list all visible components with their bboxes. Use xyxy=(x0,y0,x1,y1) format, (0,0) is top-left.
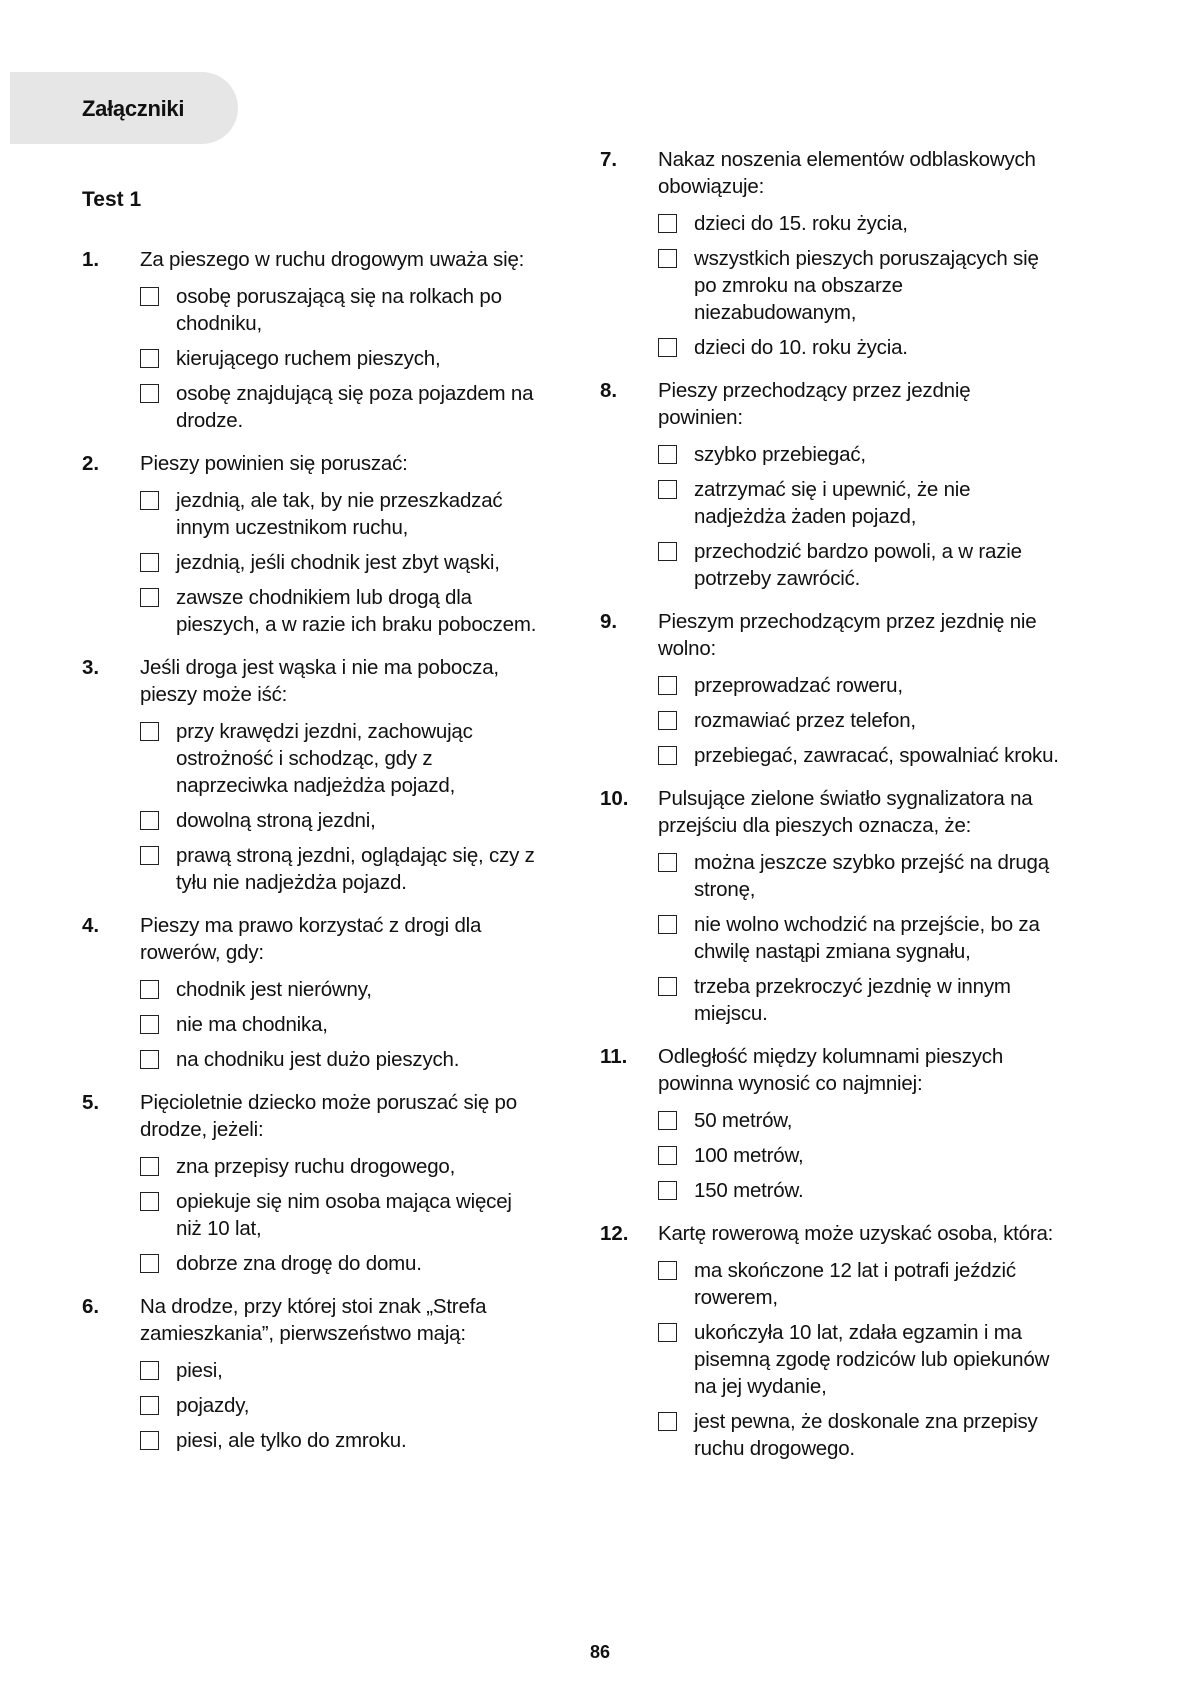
answer-option-label: szybko przebiegać, xyxy=(694,443,866,466)
answer-option xyxy=(140,1392,542,1419)
question-number: 2. xyxy=(82,452,100,475)
answer-option-label: 50 metrów, xyxy=(694,1109,793,1132)
question-text: Pieszym przechodzącym przez jezdnię nie wolno: xyxy=(658,610,1037,660)
question xyxy=(82,1089,542,1277)
answer-option xyxy=(140,807,542,834)
answer-checkbox[interactable] xyxy=(140,384,159,403)
answer-option-label: można jeszcze szybko przejść na drugą stronę, xyxy=(694,851,1049,901)
answer-option-label: dzieci do 10. roku życia. xyxy=(694,336,908,359)
answer-options xyxy=(140,1357,542,1454)
answer-option-label: przebiegać, zawracać, spowalniać kroku. xyxy=(694,744,1059,767)
answer-checkbox[interactable] xyxy=(658,445,677,464)
question xyxy=(600,377,1060,592)
question-number: 8. xyxy=(600,379,618,402)
answer-checkbox[interactable] xyxy=(658,214,677,233)
question-text: Pieszy powinien się poruszać: xyxy=(140,452,408,475)
answer-checkbox[interactable] xyxy=(658,977,677,996)
answer-option xyxy=(658,707,1060,734)
question xyxy=(600,785,1060,1027)
answer-checkbox[interactable] xyxy=(658,853,677,872)
question xyxy=(82,912,542,1073)
answer-options xyxy=(140,976,542,1073)
answer-checkbox[interactable] xyxy=(658,676,677,695)
answer-option-label: nie wolno wchodzić na przejście, bo za chwilę nastąpi zmiana sygnału, xyxy=(694,913,1040,963)
answer-options xyxy=(140,283,542,434)
answer-option-label: przy krawędzi jezdni, zachowując ostrożność i schodząc, gdy z naprzeciwka nadjeżdża pojazd, xyxy=(176,720,473,797)
question-text: Jeśli droga jest wąska i nie ma pobocza, pieszy może iść: xyxy=(140,656,499,706)
answer-options xyxy=(658,849,1060,1027)
answer-option-label: 150 metrów. xyxy=(694,1179,804,1202)
answer-option xyxy=(658,672,1060,699)
question xyxy=(82,246,542,434)
answer-checkbox[interactable] xyxy=(658,1323,677,1342)
question-number: 12. xyxy=(600,1222,629,1245)
answer-checkbox[interactable] xyxy=(658,542,677,561)
answer-option xyxy=(658,1408,1060,1462)
answer-option xyxy=(658,1257,1060,1311)
answer-option-label: przechodzić bardzo powoli, a w razie potrzeby zawrócić. xyxy=(694,540,1022,590)
answer-options xyxy=(140,487,542,638)
answer-checkbox[interactable] xyxy=(658,746,677,765)
question xyxy=(600,608,1060,769)
answer-option-label: nie ma chodnika, xyxy=(176,1013,328,1036)
answer-checkbox[interactable] xyxy=(658,338,677,357)
answer-option-label: opiekuje się nim osoba mająca więcej niż 10 lat, xyxy=(176,1190,512,1240)
question xyxy=(600,146,1060,361)
question-number: 11. xyxy=(600,1045,628,1068)
answer-option xyxy=(658,911,1060,965)
answer-checkbox[interactable] xyxy=(140,349,159,368)
section-tab-label: Załączniki xyxy=(82,96,185,121)
answer-option-label: jest pewna, że doskonale zna przepisy ruchu drogowego. xyxy=(694,1410,1038,1460)
answer-option xyxy=(140,380,542,434)
answer-option xyxy=(140,487,542,541)
answer-option xyxy=(140,1153,542,1180)
question-text: Odległość między kolumnami pieszych powinna wynosić co najmniej: xyxy=(658,1045,1004,1095)
question-number: 3. xyxy=(82,656,100,679)
answer-options xyxy=(658,441,1060,592)
answer-option-label: na chodniku jest dużo pieszych. xyxy=(176,1048,460,1071)
answer-option xyxy=(140,1357,542,1384)
answer-options xyxy=(658,672,1060,769)
question-number: 9. xyxy=(600,610,618,633)
answer-option xyxy=(658,1107,1060,1134)
question xyxy=(600,1043,1060,1204)
answer-option xyxy=(658,973,1060,1027)
answer-checkbox[interactable] xyxy=(140,1192,159,1211)
answer-checkbox[interactable] xyxy=(658,915,677,934)
answer-checkbox[interactable] xyxy=(140,846,159,865)
answer-option xyxy=(140,1011,542,1038)
answer-option-label: chodnik jest nierówny, xyxy=(176,978,372,1001)
question-text: Kartę rowerową może uzyskać osoba, która: xyxy=(658,1222,1054,1245)
answer-option xyxy=(140,842,542,896)
question-text: Nakaz noszenia elementów odblaskowych obowiązuje: xyxy=(658,148,1036,198)
answer-checkbox[interactable] xyxy=(140,491,159,510)
answer-checkbox[interactable] xyxy=(658,1111,677,1130)
answer-option xyxy=(658,1142,1060,1169)
answer-option-label: osobę znajdującą się poza pojazdem na drodze. xyxy=(176,382,534,432)
answer-option-label: dzieci do 15. roku życia, xyxy=(694,212,908,235)
question-number: 10. xyxy=(600,787,629,810)
answer-checkbox[interactable] xyxy=(140,1157,159,1176)
answer-option xyxy=(658,334,1060,361)
test-title: Test 1 xyxy=(82,188,142,211)
answer-option xyxy=(658,538,1060,592)
answer-option-label: ma skończone 12 lat i potrafi jeździć rowerem, xyxy=(694,1259,1016,1309)
answer-option-label: piesi, ale tylko do zmroku. xyxy=(176,1429,407,1452)
answer-option xyxy=(140,584,542,638)
answer-checkbox[interactable] xyxy=(140,1361,159,1380)
question-text: Pieszy ma prawo korzystać z drogi dla rowerów, gdy: xyxy=(140,914,482,964)
question xyxy=(82,450,542,638)
answer-option-label: dowolną stroną jezdni, xyxy=(176,809,376,832)
question-text: Za pieszego w ruchu drogowym uważa się: xyxy=(140,248,525,271)
answer-checkbox[interactable] xyxy=(140,1015,159,1034)
answer-option-label: wszystkich pieszych poruszających się po zmroku na obszarze niezabudowanym, xyxy=(694,247,1039,324)
answer-checkbox[interactable] xyxy=(658,1146,677,1165)
answer-option-label: zatrzymać się i upewnić, że nie nadjeżdża żaden pojazd, xyxy=(694,478,971,528)
answer-option xyxy=(140,345,542,372)
answer-option xyxy=(140,1250,542,1277)
answer-checkbox[interactable] xyxy=(140,588,159,607)
answer-option xyxy=(140,718,542,799)
answer-checkbox[interactable] xyxy=(658,1412,677,1431)
answer-options xyxy=(658,1257,1060,1462)
question xyxy=(600,1220,1060,1462)
answer-checkbox[interactable] xyxy=(140,1431,159,1450)
answer-checkbox[interactable] xyxy=(140,1396,159,1415)
answer-option-label: dobrze zna drogę do domu. xyxy=(176,1252,422,1275)
answer-option-label: osobę poruszającą się na rolkach po chodniku, xyxy=(176,285,502,335)
question-column-left xyxy=(82,246,542,1470)
answer-option-label: przeprowadzać roweru, xyxy=(694,674,903,697)
answer-option-label: prawą stroną jezdni, oglądając się, czy z tyłu nie nadjeżdża pojazd. xyxy=(176,844,535,894)
answer-checkbox[interactable] xyxy=(140,980,159,999)
answer-option xyxy=(658,476,1060,530)
answer-option-label: jezdnią, jeśli chodnik jest zbyt wąski, xyxy=(176,551,500,574)
question-number: 6. xyxy=(82,1295,100,1318)
answer-option xyxy=(658,210,1060,237)
question-text: Pieszy przechodzący przez jezdnię powinien: xyxy=(658,379,971,429)
answer-option xyxy=(140,549,542,576)
answer-checkbox[interactable] xyxy=(658,1181,677,1200)
page-number: 86 xyxy=(589,1642,611,1662)
question-column-right xyxy=(600,146,1060,1478)
answer-option xyxy=(658,245,1060,326)
answer-option xyxy=(658,742,1060,769)
question-number: 4. xyxy=(82,914,100,937)
answer-option-label: trzeba przekroczyć jezdnię w innym miejscu. xyxy=(694,975,1011,1025)
answer-checkbox[interactable] xyxy=(658,1261,677,1280)
question xyxy=(82,654,542,896)
answer-option-label: rozmawiać przez telefon, xyxy=(694,709,916,732)
question xyxy=(82,1293,542,1454)
answer-options xyxy=(658,1107,1060,1204)
answer-checkbox[interactable] xyxy=(140,1254,159,1273)
answer-checkbox[interactable] xyxy=(140,1050,159,1069)
section-tab xyxy=(10,72,238,144)
answer-checkbox[interactable] xyxy=(140,811,159,830)
question-number: 5. xyxy=(82,1091,100,1114)
answer-option-label: jezdnią, ale tak, by nie przeszkadzać innym uczestnikom ruchu, xyxy=(176,489,503,539)
answer-option-label: pojazdy, xyxy=(176,1394,250,1417)
answer-option-label: zna przepisy ruchu drogowego, xyxy=(176,1155,456,1178)
answer-option xyxy=(140,976,542,1003)
answer-option-label: zawsze chodnikiem lub drogą dla pieszych, a w razie ich braku poboczem. xyxy=(176,586,537,636)
answer-option-label: ukończyła 10 lat, zdała egzamin i ma pisemną zgodę rodziców lub opiekunów na jej wydanie, xyxy=(694,1321,1050,1398)
question-number: 1. xyxy=(82,248,100,271)
answer-options xyxy=(658,210,1060,361)
answer-option xyxy=(658,849,1060,903)
answer-options xyxy=(140,1153,542,1277)
answer-checkbox[interactable] xyxy=(658,711,677,730)
answer-option xyxy=(140,1046,542,1073)
answer-option xyxy=(140,283,542,337)
answer-checkbox[interactable] xyxy=(658,249,677,268)
answer-option-label: kierującego ruchem pieszych, xyxy=(176,347,441,370)
question-text: Pulsujące zielone światło sygnalizatora na przejściu dla pieszych oznacza, że: xyxy=(658,787,1033,837)
question-text: Na drodze, przy której stoi znak „Strefa zamieszkania”, pierwszeństwo mają: xyxy=(140,1295,487,1345)
answer-option xyxy=(658,1319,1060,1400)
answer-checkbox[interactable] xyxy=(140,553,159,572)
answer-option xyxy=(658,441,1060,468)
answer-checkbox[interactable] xyxy=(140,287,159,306)
answer-checkbox[interactable] xyxy=(140,722,159,741)
answer-option xyxy=(140,1427,542,1454)
answer-option xyxy=(658,1177,1060,1204)
answer-option-label: 100 metrów, xyxy=(694,1144,804,1167)
answer-option-label: piesi, xyxy=(176,1359,223,1382)
answer-checkbox[interactable] xyxy=(658,480,677,499)
answer-options xyxy=(140,718,542,896)
question-number: 7. xyxy=(600,148,618,171)
answer-option xyxy=(140,1188,542,1242)
question-text: Pięcioletnie dziecko może poruszać się po drodze, jeżeli: xyxy=(140,1091,517,1141)
